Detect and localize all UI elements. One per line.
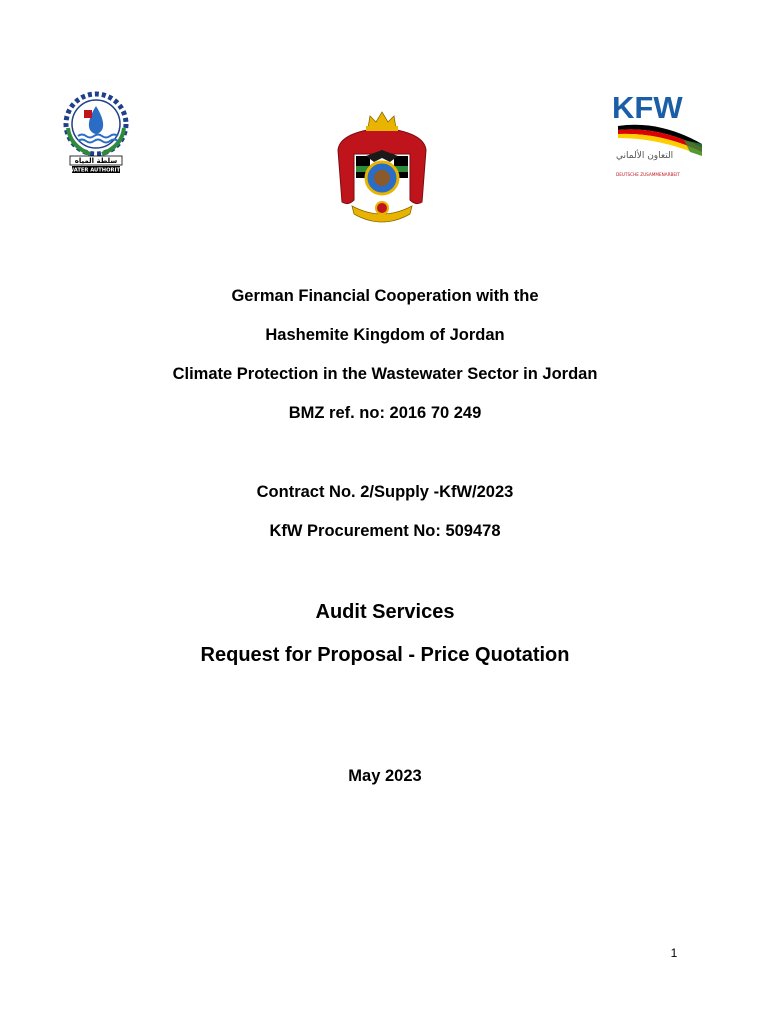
document-title: Audit Services [315,601,455,623]
page-number: 1 [670,946,678,960]
water-authority-label: WATER AUTHORITY [68,167,124,174]
kfw-logo [610,90,705,180]
title-line-1: German Financial Cooperation with the [231,287,539,305]
document-subtitle: Request for Proposal - Price Quotation [200,644,570,666]
water-authority-logo [50,84,142,176]
bmz-ref: BMZ ref. no: 2016 70 249 [288,404,482,422]
kfw-subtext-label: DEUTSCHE ZUSAMMENARBEIT [616,172,680,177]
title-line-2: Hashemite Kingdom of Jordan [265,326,505,344]
kfw-wordmark: KFW [612,90,683,125]
procurement-number: KfW Procurement No: 509478 [269,522,501,540]
document-date: May 2023 [348,767,422,785]
title-line-3: Climate Protection in the Wastewater Sector in Jordan [172,365,598,383]
kfw-arabic-label: التعاون الألماني [616,151,674,161]
contract-number: Contract No. 2/Supply -KfW/2023 [256,483,514,501]
water-authority-arabic-label: سلطة المياه [74,157,118,165]
jordan-coat-of-arms-icon [330,110,434,230]
